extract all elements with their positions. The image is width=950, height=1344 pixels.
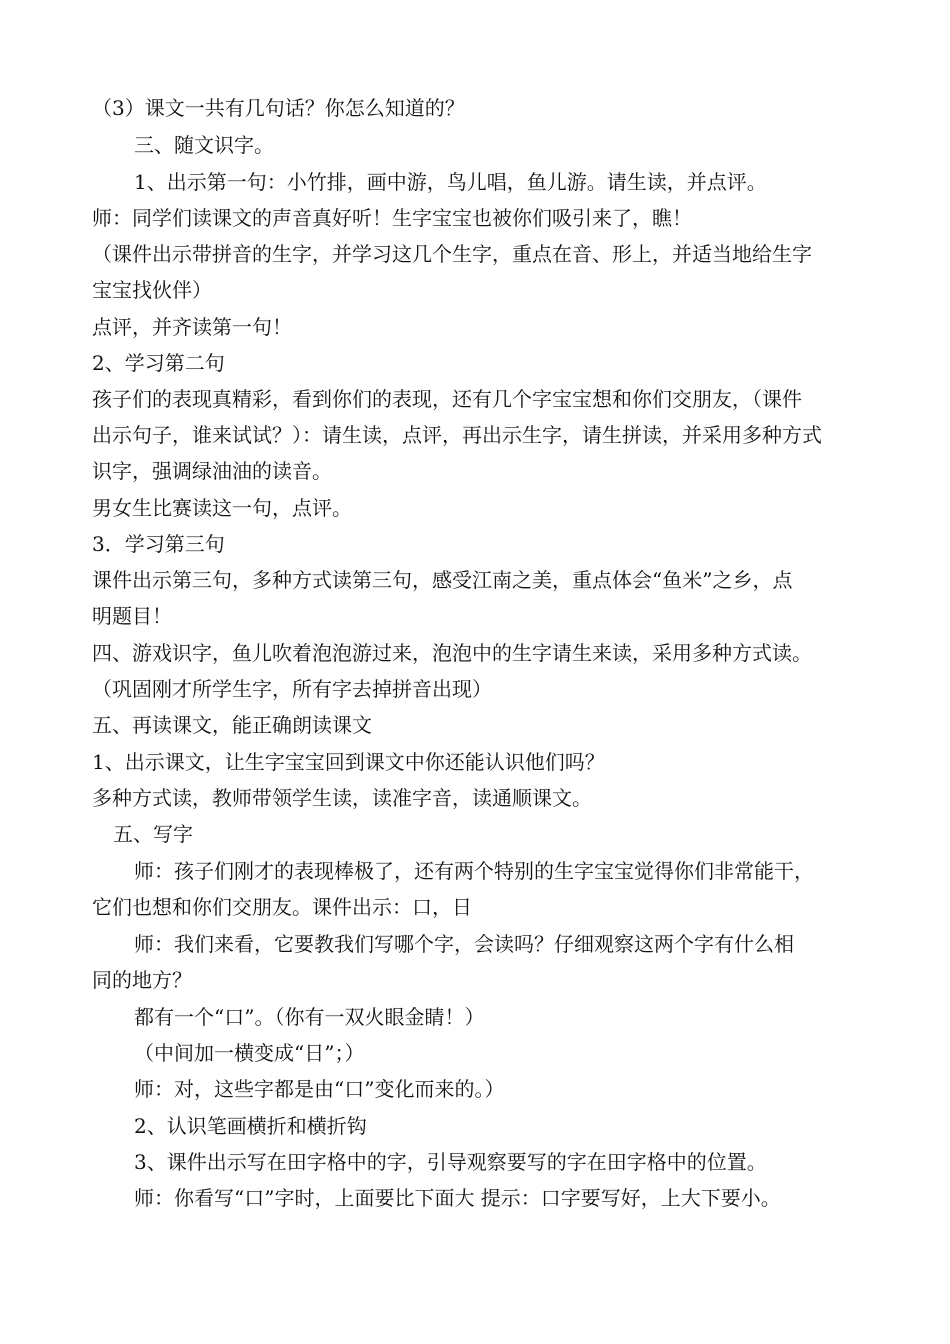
teacher-writing-1-cont: 它们也想和你们交朋友。课件出示：口，日: [92, 895, 472, 919]
section-four-game: 四、游戏识字，鱼儿吹着泡泡游过来，泡泡中的生字请生来读，采用多种方式读。: [92, 641, 812, 665]
section-five-reread: 五、再读课文，能正确朗读课文: [92, 713, 372, 737]
teacher-writing-2-cont: 同的地方？: [92, 968, 192, 992]
teacher-writing-tip: 师：你看写“口”字时，上面要比下面大 提示：口字要写好，上大下要小。: [134, 1186, 781, 1210]
step-2-text-2: 出示句子，谁来试试？）：请生读，点评，再出示生字，请生拼读，并采用多种方式: [92, 423, 822, 447]
consolidate-note: （巩固刚才所学生字，所有字去掉拼音出现）: [92, 677, 492, 701]
section-three-heading: 三、随文识字。: [134, 133, 274, 157]
reread-step-1: 1、出示课文，让生字宝宝回到课文中你还能认识他们吗？: [92, 750, 605, 774]
section-five-writing: 五、写字: [113, 822, 193, 846]
grid-step: 3、课件出示写在田字格中的字，引导观察要写的字在田字格中的位置。: [134, 1150, 767, 1174]
step-3-heading: 3．学习第三句: [92, 532, 225, 556]
courseware-note-cont: 宝宝找伙伴）: [92, 278, 212, 302]
reread-methods: 多种方式读，教师带领学生读，读准字音，读通顺课文。: [92, 786, 592, 810]
boys-girls-contest: 男女生比赛读这一句，点评。: [92, 496, 352, 520]
add-stroke-note: （中间加一横变成“日”；）: [134, 1041, 365, 1065]
teacher-line-1: 师：同学们读课文的声音真好听！生字宝宝也被你们吸引来了，瞧！: [92, 206, 692, 230]
step-2-text-1: 孩子们的表现真精彩，看到你们的表现，还有几个字宝宝想和你们交朋友，（课件: [92, 387, 802, 411]
teacher-writing-1: 师：孩子们刚才的表现棒极了，还有两个特别的生字宝宝觉得你们非常能干，: [134, 859, 814, 883]
step-2-text-3: 识字，强调绿油油的读音。: [92, 459, 332, 483]
strokes-step: 2、认识笔画横折和横折钩: [134, 1114, 367, 1138]
teacher-derivation: 师：对，这些字都是由“口”变化而来的。）: [134, 1077, 505, 1101]
teacher-writing-2: 师：我们来看，它要教我们写哪个字，会读吗？仔细观察这两个字有什么相: [134, 932, 794, 956]
question-3: （3）课文一共有几句话？你怎么知道的？: [92, 96, 465, 120]
comment-read-first: 点评，并齐读第一句！: [92, 315, 292, 339]
step-2-heading: 2、学习第二句: [92, 351, 225, 375]
step-3-text-2: 明题目！: [92, 604, 172, 628]
courseware-note: （课件出示带拼音的生字，并学习这几个生字，重点在音、形上，并适当地给生字: [92, 242, 812, 266]
common-part: 都有一个“口”。（你有一双火眼金睛！）: [134, 1005, 485, 1029]
step-1-first-sentence: 1、出示第一句：小竹排，画中游，鸟儿唱，鱼儿游。请生读，并点评。: [134, 170, 767, 194]
step-3-text-1: 课件出示第三句，多种方式读第三句，感受江南之美，重点体会“鱼米”之乡，点: [92, 568, 793, 592]
